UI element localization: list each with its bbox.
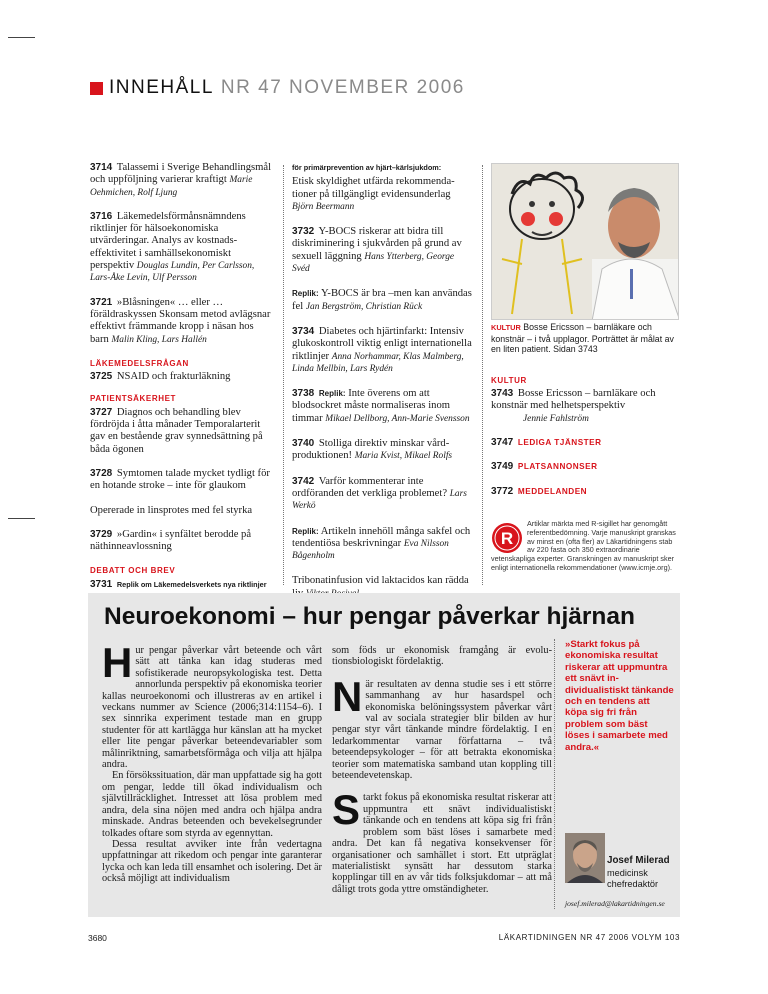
toc-entry[interactable]: 3721 »Blåsningen« … eller … föräldraskyssen Skonsam metod avlägsnar effektivt främmande kropp i näsan hos barn Malin Kling, Lars Hallén — [90, 296, 271, 345]
toc-entry[interactable]: 3714 Talassemi i Sverige Behandlingsmål och uppföljning varierar kraftigt Marie Oehmichen, Rolf Ljung — [90, 162, 272, 198]
section-label: LÄKEMEDELSFRÅGAN — [90, 358, 189, 368]
toc-entry[interactable]: 3732 Y-BOCS riskerar att bidra till diskriminering i sjukvården på grund av sexuell läggning Hans Ytterberg, George Svéd — [292, 226, 462, 275]
red-square-icon — [90, 82, 103, 95]
editorial-box — [88, 593, 680, 917]
toc-entry[interactable]: DEBATT OCH BREV 3731 Replik om Läkemedelsverkets nya riktlinjer — [90, 565, 275, 591]
editorial-sidebar — [554, 639, 674, 909]
svg-text:R: R — [500, 529, 514, 548]
review-seal-icon — [491, 522, 523, 554]
crop-mark — [8, 37, 35, 38]
toc-entry[interactable]: Replik: Y-BOCS är bra –men kan användas fel Jan Bergström, Christian Rück — [292, 288, 472, 312]
review-notice: R Artiklar märkta med R-sigillet har genomgått referentbedömning. Varje manuskript granskas av minst en (ofta fler) av Läkartidningens stab av 220 fasta och 350 extraordinarie vetenskapliga experter. Granskningen av manuskript sker enligt internationella rekommendationer (www.icmje.org). — [491, 519, 676, 572]
section-label: PATIENTSÄKERHET — [90, 394, 177, 404]
cover-photo — [491, 163, 679, 320]
toc-entry[interactable]: PATIENTSÄKERHET 3727 Diagnos och behandling blev fördröjda i åtta månader Temporalarterit gav en bestående grav synnedsättning på båda ögonen — [90, 393, 275, 455]
toc-entry[interactable]: Tribonatinfusion vid laktacidos kan rädda — [292, 575, 469, 587]
toc-entry[interactable]: 3738 Replik: Inte överens om att blodsockret måste normaliseras inom timmar Mikael Dellborg, Ann-Marie Svensson — [292, 388, 470, 424]
toc-entry[interactable]: 3728 Symtomen talade mycket tydligt för en hotande stroke – inte för glaukom — [90, 467, 270, 492]
issue-label: NR 47 NOVEMBER 2006 — [220, 77, 465, 98]
page-number: 3680 — [88, 933, 107, 943]
journal-footer: LÄKARTIDNINGEN NR 47 2006 VOLYM 103 — [498, 933, 680, 942]
toc-column-3 — [491, 322, 681, 498]
toc-column-1 — [90, 162, 275, 591]
toc-title: INNEHÅLL — [109, 77, 214, 98]
section-label: DEBATT OCH BREV — [90, 566, 176, 576]
toc-link-lediga-tjanster[interactable]: 3747 LEDIGA TJÄNSTER — [491, 436, 602, 448]
author-name: Josef Milerad — [607, 855, 670, 866]
column-divider — [482, 165, 483, 585]
author-portrait — [565, 833, 605, 883]
toc-entry[interactable]: LÄKEMEDELSFRÅGAN 3725 NSAID och frakturläkning — [90, 358, 275, 384]
toc-column-2 — [292, 162, 472, 600]
photo-caption: KULTUR Bosse Ericsson – barnläkare och konstnär – i två upplagor. Porträttet är målat av en liten patient. Sidan 3743 — [491, 322, 674, 355]
pull-quote: »Starkt fokus på ekonomiska resultat riskerar att uppmuntra ett snävt individualistiskt tänkande och en tendens att köpa sig fri från problem som bäst löses i samarbete med andra.« — [565, 639, 674, 753]
crop-mark — [8, 518, 35, 519]
painting-and-portrait-image — [492, 164, 679, 320]
editorial-column-1: Hur pengar påverkar vårt beteende och vårt sätt att tänka kan idag studeras med sofistikerade neuropsykologiska test. Detta annorlunda perspektiv på ekonomiska teorier kallas neuroekonomi och illustreras av en artikel i veckans nummer av Science (2006;314:1154–6). I sex sinnrika experiment testade man en grupp studenter för att kartlägga hur känslan att ha mycket eller lite pengar påverkar beteendevariabler som målinriktning, samarbetsförmåga och vilja att hjälpa andra. En försökssituation, där man uppfattade sig ha gott om pengar, ledde till ökad individualism och självtillräcklighet. Intresset att lösa problem med andra, dela sina nöjen med andra och hjälpa andra minskade. Andras beteenden och bevekelsegrunder tolkades oftare som styrda av egennyttan. Dessa resultat avviker inte från vedertagna uppfattningar att rikedom och pengar inte garanterar lycka och kan leda till ensamhet och isolering. Det är också möjligt att individualism — [102, 639, 322, 885]
section-label: KULTUR — [491, 375, 527, 385]
toc-entry[interactable]: för primärprevention av hjärt–kärlsjukdom: Etisk skyldighet utfärda rekommendationer på tillgängligt evidensunderlag Björn Beermann — [292, 163, 455, 212]
toc-entry[interactable]: 3716 Läkemedelsförmånsnämndens riktlinjer för hälsoekonomiska utvärderingar. Analys av kostnadseffektivitet i samhällsekonomiskt perspektiv Douglas Lundin, Per Carlsson, Lars-Åke Levin, Ulf Persson — [90, 210, 255, 284]
editorial-column-2: som föds ur ekonomisk framgång är evolutionsbiologiskt fördelaktig. När resultaten av denna studie ses i ett större sammanhang av hur hasardspel och ekonomiska belöningssystem påverkar vårt val av sociala strategier blir bilden av hur pengar styr vårt tänkande mindre fördelaktig. I en ledarkommentar varnar författarna – två beteendepsykologer – för att betrakta ekonomiska teorier som matematiska samband utan koppling till beteendevetenskap. Starkt fokus på ekonomiska resultat riskerar att uppmuntra ett snävt individualistiskt tänkande och en tendens att köpa sig fri från problem som bäst löses i samarbete med andra. Det kan få negativa konsekvenser för organisationer och samhället i stort. Ett utpräglat materialistiskt synsätt har dessutom starka kopplingar till en av vår tids folksjukdomar – att må dåligt trots goda yttre omständigheter. — [332, 645, 552, 895]
toc-entry[interactable]: 3742 Varför kommenterar inte ordföranden det verkliga problemet? Lars Werkö — [292, 475, 467, 512]
toc-entry[interactable]: Replik: Artikeln innehöll många sakfel och tendentiösa beskrivningar Eva Nilsson Bågenholm — [292, 525, 471, 562]
toc-link-platsannonser[interactable]: 3749 PLATSANNONSER — [491, 461, 598, 473]
toc-entry[interactable]: 3740 Stolliga direktiv minskar vårdproduktionen! Maria Kvist, Mikael Rolfs — [292, 438, 453, 462]
drop-cap: S — [332, 786, 361, 834]
author-role: medicinsk chefredaktör — [607, 868, 659, 889]
drop-cap: H — [102, 639, 133, 686]
author-email[interactable]: josef.milerad@lakartidningen.se — [565, 899, 665, 908]
toc-entry[interactable]: KULTUR 3743 Bosse Ericsson – barnläkare och konstnär med helhetsperspektiv Jennie Fahlström — [491, 375, 681, 425]
toc-link-meddelanden[interactable]: 3772 MEDDELANDEN — [491, 485, 588, 497]
toc-entry[interactable]: 3734 Diabetes och hjärtinfarkt: Intensiv glukoskontroll viktig enligt internationella riktlinjer Anna Norhammar, Klas Malmberg, Linda Mellbin, Lars Rydén — [292, 325, 472, 374]
toc-entry[interactable]: Opererade in linsprotes med fel styrka — [90, 504, 253, 516]
toc-header — [90, 77, 465, 99]
editorial-title: Neuroekonomi – hur pengar påverkar hjärnan — [104, 603, 635, 630]
toc-entry[interactable]: 3729 »Gardin« i synfältet berodde på näthinneavlossning — [90, 528, 252, 553]
column-divider — [283, 165, 284, 585]
drop-cap: N — [332, 672, 363, 720]
